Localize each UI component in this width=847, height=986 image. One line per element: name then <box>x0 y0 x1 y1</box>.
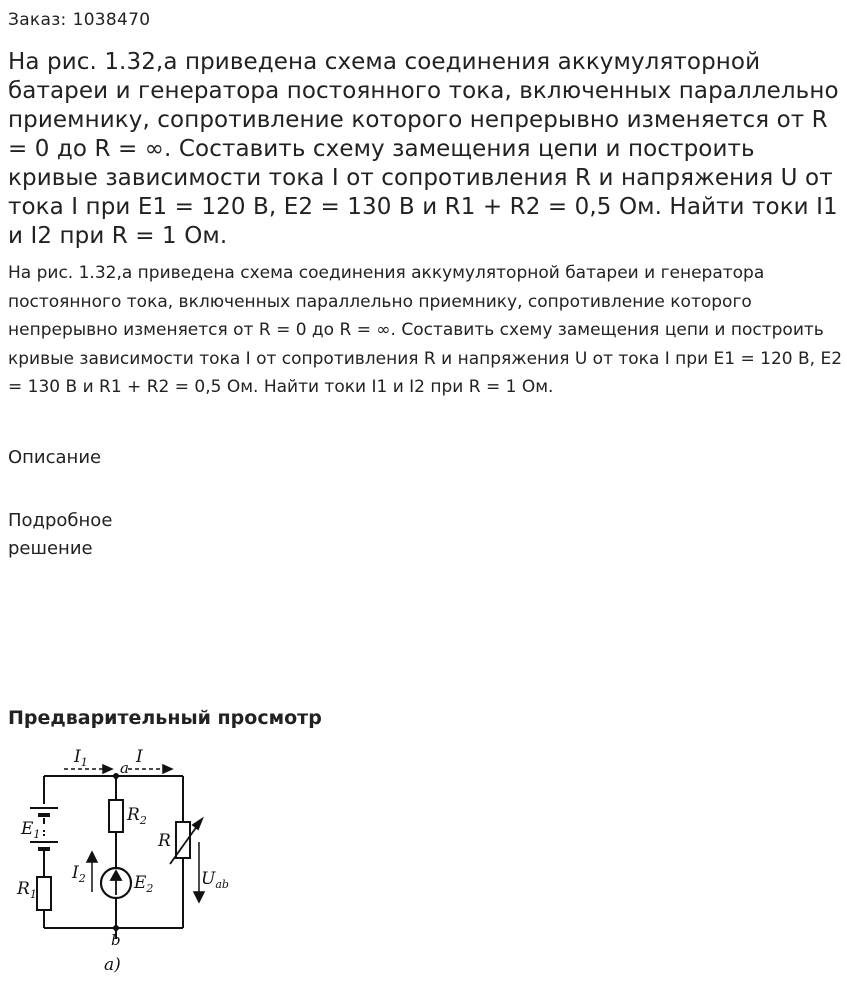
figure-caption: a) <box>104 955 121 975</box>
arrow-i-head <box>163 765 172 773</box>
label-i: I <box>136 747 143 767</box>
arrow-i1-head <box>103 765 112 773</box>
label-e2: $E_2$ <box>134 873 154 895</box>
circuit-diagram <box>8 742 240 978</box>
label-i1: $I_1$ <box>74 747 88 769</box>
label-u-ab: $U_{ab}$ <box>201 869 229 891</box>
arrow-i2-head <box>87 852 97 862</box>
label-node-a: a <box>120 759 129 777</box>
label-r: R <box>158 831 171 851</box>
preview-heading: Предварительный просмотр <box>8 707 322 729</box>
task-body: На рис. 1.32,а приведена схема соединения аккумуляторной батареи и генератора постоянного тока, включенных параллельно приемнику, сопротивление которого непрерывно изменяется от R = 0 до R = ∞. Составить схему замещения цепи и построить кривые зависимости тока I от сопротивления R и напряжения U от тока I при E1 = 120 В, E2 = 130 В и R1 + R2 = 0,5 Ом. Найти токи I1 и I2 при R = 1 Ом. <box>8 263 843 398</box>
label-r1: $R_1$ <box>17 879 37 901</box>
order-number: 1038470 <box>72 10 151 30</box>
task-title: На рис. 1.32,а приведена схема соединения аккумуляторной батареи и генератора постоянного тока, включенных параллельно приемнику, сопротивление которого непрерывно изменяется от R = 0 до R = ∞. Составить схему замещения цепи и построить кривые зависимости тока I от сопротивления R и напряжения U от тока I при E1 = 120 В, E2 = 130 В и R1 + R2 = 0,5 Ом. Найти токи I1 и I2 при R = 1 Ом. <box>8 49 839 249</box>
arrow-u-head <box>194 892 204 902</box>
resistor-r2 <box>109 800 123 832</box>
label-node-b: b <box>111 931 121 949</box>
resistor-r1 <box>37 877 51 910</box>
label-r2: $R_2$ <box>127 805 147 827</box>
label-e1: $E_1$ <box>21 819 41 841</box>
order-line <box>8 9 156 31</box>
node-a-dot <box>113 773 119 779</box>
label-i2: $I_2$ <box>72 863 86 885</box>
description-heading: Описание <box>8 447 102 468</box>
solution-heading: Подробное решение <box>8 510 113 559</box>
order-label: Заказ: <box>8 10 67 30</box>
